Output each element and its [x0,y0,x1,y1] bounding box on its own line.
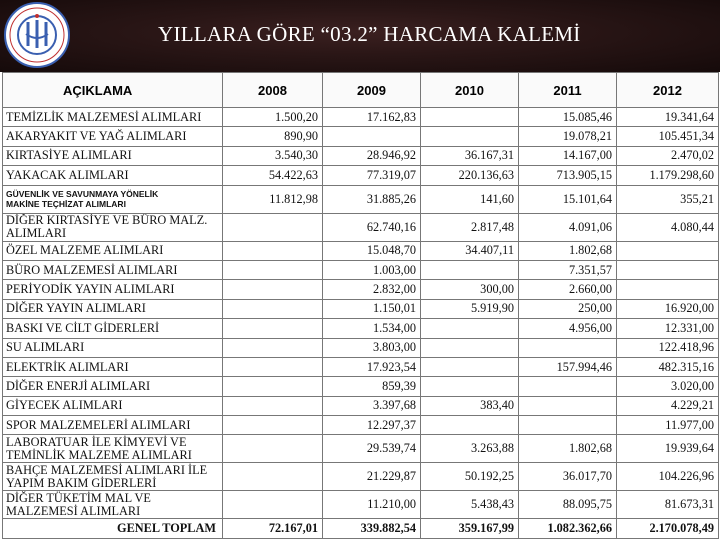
value-cell [421,127,519,146]
value-cell: 1.500,20 [223,108,323,127]
value-cell: 2.660,00 [519,280,617,299]
value-cell: 4.091,06 [519,213,617,241]
value-cell: 2.817,48 [421,213,519,241]
value-cell: 3.020,00 [617,377,719,396]
value-cell [519,396,617,415]
total-value-cell: 1.082.362,66 [519,519,617,539]
row-label-line: MAKİNE TEÇHİZAT ALIMLARI [6,199,126,210]
row-label [3,435,223,463]
value-cell: 3.397,68 [323,396,421,415]
row-label [3,127,223,146]
value-cell: 104.226,96 [617,463,719,491]
row-label-line: LABORATUAR İLE KİMYEVİ VE [6,434,187,449]
row-label [3,491,223,519]
value-cell: 105.451,34 [617,127,719,146]
column-header-description: AÇIKLAMA [3,73,223,108]
value-cell: 15.048,70 [323,241,421,260]
table-body [3,108,719,539]
value-cell: 21.229,87 [323,463,421,491]
value-cell: 383,40 [421,396,519,415]
value-cell: 1.802,68 [519,241,617,260]
value-cell: 4.229,21 [617,396,719,415]
value-cell [519,338,617,357]
value-cell [421,357,519,376]
row-label [3,319,223,338]
row-label [3,396,223,415]
row-label-line: DİĞER KIRTASİYE VE BÜRO MALZ. [6,213,208,228]
value-cell: 11.210,00 [323,491,421,519]
value-cell: 17.923,54 [323,357,421,376]
table-row [3,241,719,260]
row-label-line: BASKI VE CİLT GİDERLERİ [6,320,160,335]
row-label-line: SPOR MALZEMELERİ ALIMLARI [6,417,191,432]
total-value-cell: 2.170.078,49 [617,519,719,539]
value-cell [421,260,519,279]
value-cell: 16.920,00 [617,299,719,318]
value-cell: 15.085,46 [519,108,617,127]
table-row [3,260,719,279]
table-row [3,396,719,415]
total-value-cell: 72.167,01 [223,519,323,539]
value-cell: 157.994,46 [519,357,617,376]
value-cell: 12.331,00 [617,319,719,338]
value-cell: 50.192,25 [421,463,519,491]
value-cell: 1.802,68 [519,435,617,463]
value-cell: 11.977,00 [617,416,719,435]
row-label [3,185,223,213]
value-cell: 1.534,00 [323,319,421,338]
table-row [3,377,719,396]
table-row [3,319,719,338]
table-row [3,146,719,165]
row-label-line: AKARYAKIT VE YAĞ ALIMLARI [6,129,187,144]
value-cell [617,241,719,260]
value-cell: 19.341,64 [617,108,719,127]
row-label [3,416,223,435]
value-cell [223,377,323,396]
table-row [3,280,719,299]
value-cell: 713.905,15 [519,166,617,185]
row-label-line: PERİYODİK YAYIN ALIMLARI [6,282,175,297]
value-cell [223,396,323,415]
value-cell: 36.167,31 [421,146,519,165]
value-cell: 4.080,44 [617,213,719,241]
row-label [3,377,223,396]
value-cell: 890,90 [223,127,323,146]
value-cell: 62.740,16 [323,213,421,241]
expense-table [2,72,719,539]
value-cell: 5.919,90 [421,299,519,318]
value-cell: 34.407,11 [421,241,519,260]
value-cell: 355,21 [617,185,719,213]
row-label [3,338,223,357]
row-label [3,146,223,165]
table-row [3,213,719,241]
row-label-line: YAPIM BAKIM GİDERLERİ [6,475,157,490]
value-cell: 14.167,00 [519,146,617,165]
value-cell [223,299,323,318]
total-label: GENEL TOPLAM [3,519,223,539]
value-cell: 5.438,43 [421,491,519,519]
value-cell: 15.101,64 [519,185,617,213]
column-header-year: 2011 [519,73,617,108]
value-cell: 482.315,16 [617,357,719,376]
table-row [3,357,719,376]
value-cell [421,108,519,127]
value-cell: 36.017,70 [519,463,617,491]
value-cell: 141,60 [421,185,519,213]
total-value-cell: 339.882,54 [323,519,421,539]
value-cell [421,416,519,435]
row-label-line: MALZEMESİ ALIMLARI [6,503,141,518]
value-cell: 54.422,63 [223,166,323,185]
column-header-year: 2010 [421,73,519,108]
value-cell [617,260,719,279]
value-cell: 3.803,00 [323,338,421,357]
row-label [3,166,223,185]
row-label-line: SU ALIMLARI [6,340,85,355]
row-label-line: DİĞER YAYIN ALIMLARI [6,301,146,316]
table-row [3,491,719,519]
value-cell: 2.832,00 [323,280,421,299]
table-header-row [3,73,719,108]
table-row [3,416,719,435]
value-cell: 81.673,31 [617,491,719,519]
value-cell [223,260,323,279]
row-label-line: DİĞER TÜKETİM MAL VE [6,490,151,505]
total-row [3,519,719,539]
row-label-line: ALIMLARI [6,226,67,241]
value-cell: 17.162,83 [323,108,421,127]
value-cell: 28.946,92 [323,146,421,165]
value-cell [223,213,323,241]
row-label-line: GÜVENLİK VE SAVUNMAYA YÖNELİK [6,189,159,200]
table-row [3,166,719,185]
value-cell: 1.150,01 [323,299,421,318]
slide-header [0,0,720,72]
value-cell [421,377,519,396]
value-cell [223,357,323,376]
value-cell [323,127,421,146]
page-title: YILLARA GÖRE “03.2” HARCAMA KALEMİ [158,22,581,46]
table-row [3,127,719,146]
value-cell: 1.179.298,60 [617,166,719,185]
value-cell: 11.812,98 [223,185,323,213]
row-label [3,260,223,279]
value-cell [421,338,519,357]
value-cell: 220.136,63 [421,166,519,185]
value-cell [223,241,323,260]
value-cell: 4.956,00 [519,319,617,338]
row-label-line: TEMİZLİK MALZEMESİ ALIMLARI [6,109,202,124]
row-label-line: TEMİNLİK MALZEME ALIMLARI [6,447,192,462]
value-cell: 77.319,07 [323,166,421,185]
table-row [3,185,719,213]
value-cell [223,435,323,463]
value-cell: 19.078,21 [519,127,617,146]
value-cell: 300,00 [421,280,519,299]
row-label-line: DİĞER ENERJİ ALIMLARI [6,378,151,393]
value-cell: 250,00 [519,299,617,318]
value-cell: 3.540,30 [223,146,323,165]
row-label [3,299,223,318]
expense-table-container [0,72,720,540]
row-label-line: GİYECEK ALIMLARI [6,398,123,413]
value-cell: 19.939,64 [617,435,719,463]
value-cell: 3.263,88 [421,435,519,463]
row-label-line: BÜRO MALZEMESİ ALIMLARI [6,262,178,277]
value-cell: 2.470,02 [617,146,719,165]
value-cell: 7.351,57 [519,260,617,279]
value-cell [223,319,323,338]
table-row [3,435,719,463]
row-label [3,108,223,127]
university-logo-icon [4,2,70,68]
column-header-year: 2009 [323,73,421,108]
value-cell: 122.418,96 [617,338,719,357]
value-cell: 859,39 [323,377,421,396]
row-label-line: ÖZEL MALZEME ALIMLARI [6,243,164,258]
value-cell [223,338,323,357]
value-cell [519,377,617,396]
value-cell: 88.095,75 [519,491,617,519]
value-cell [223,463,323,491]
value-cell: 12.297,37 [323,416,421,435]
table-row [3,108,719,127]
value-cell [223,280,323,299]
row-label-line: YAKACAK ALIMLARI [6,167,129,182]
table-row [3,463,719,491]
table-row [3,299,719,318]
value-cell [519,416,617,435]
row-label-line: BAHÇE MALZEMESİ ALIMLARI İLE [6,462,208,477]
value-cell [223,491,323,519]
value-cell: 31.885,26 [323,185,421,213]
row-label [3,357,223,376]
value-cell: 29.539,74 [323,435,421,463]
row-label [3,463,223,491]
value-cell: 1.003,00 [323,260,421,279]
column-header-year: 2012 [617,73,719,108]
table-row [3,338,719,357]
column-header-year: 2008 [223,73,323,108]
row-label [3,280,223,299]
value-cell [223,416,323,435]
row-label [3,213,223,241]
value-cell [617,280,719,299]
row-label-line: ELEKTRİK ALIMLARI [6,359,129,374]
row-label-line: KIRTASİYE ALIMLARI [6,148,132,163]
row-label [3,241,223,260]
total-value-cell: 359.167,99 [421,519,519,539]
value-cell [421,319,519,338]
